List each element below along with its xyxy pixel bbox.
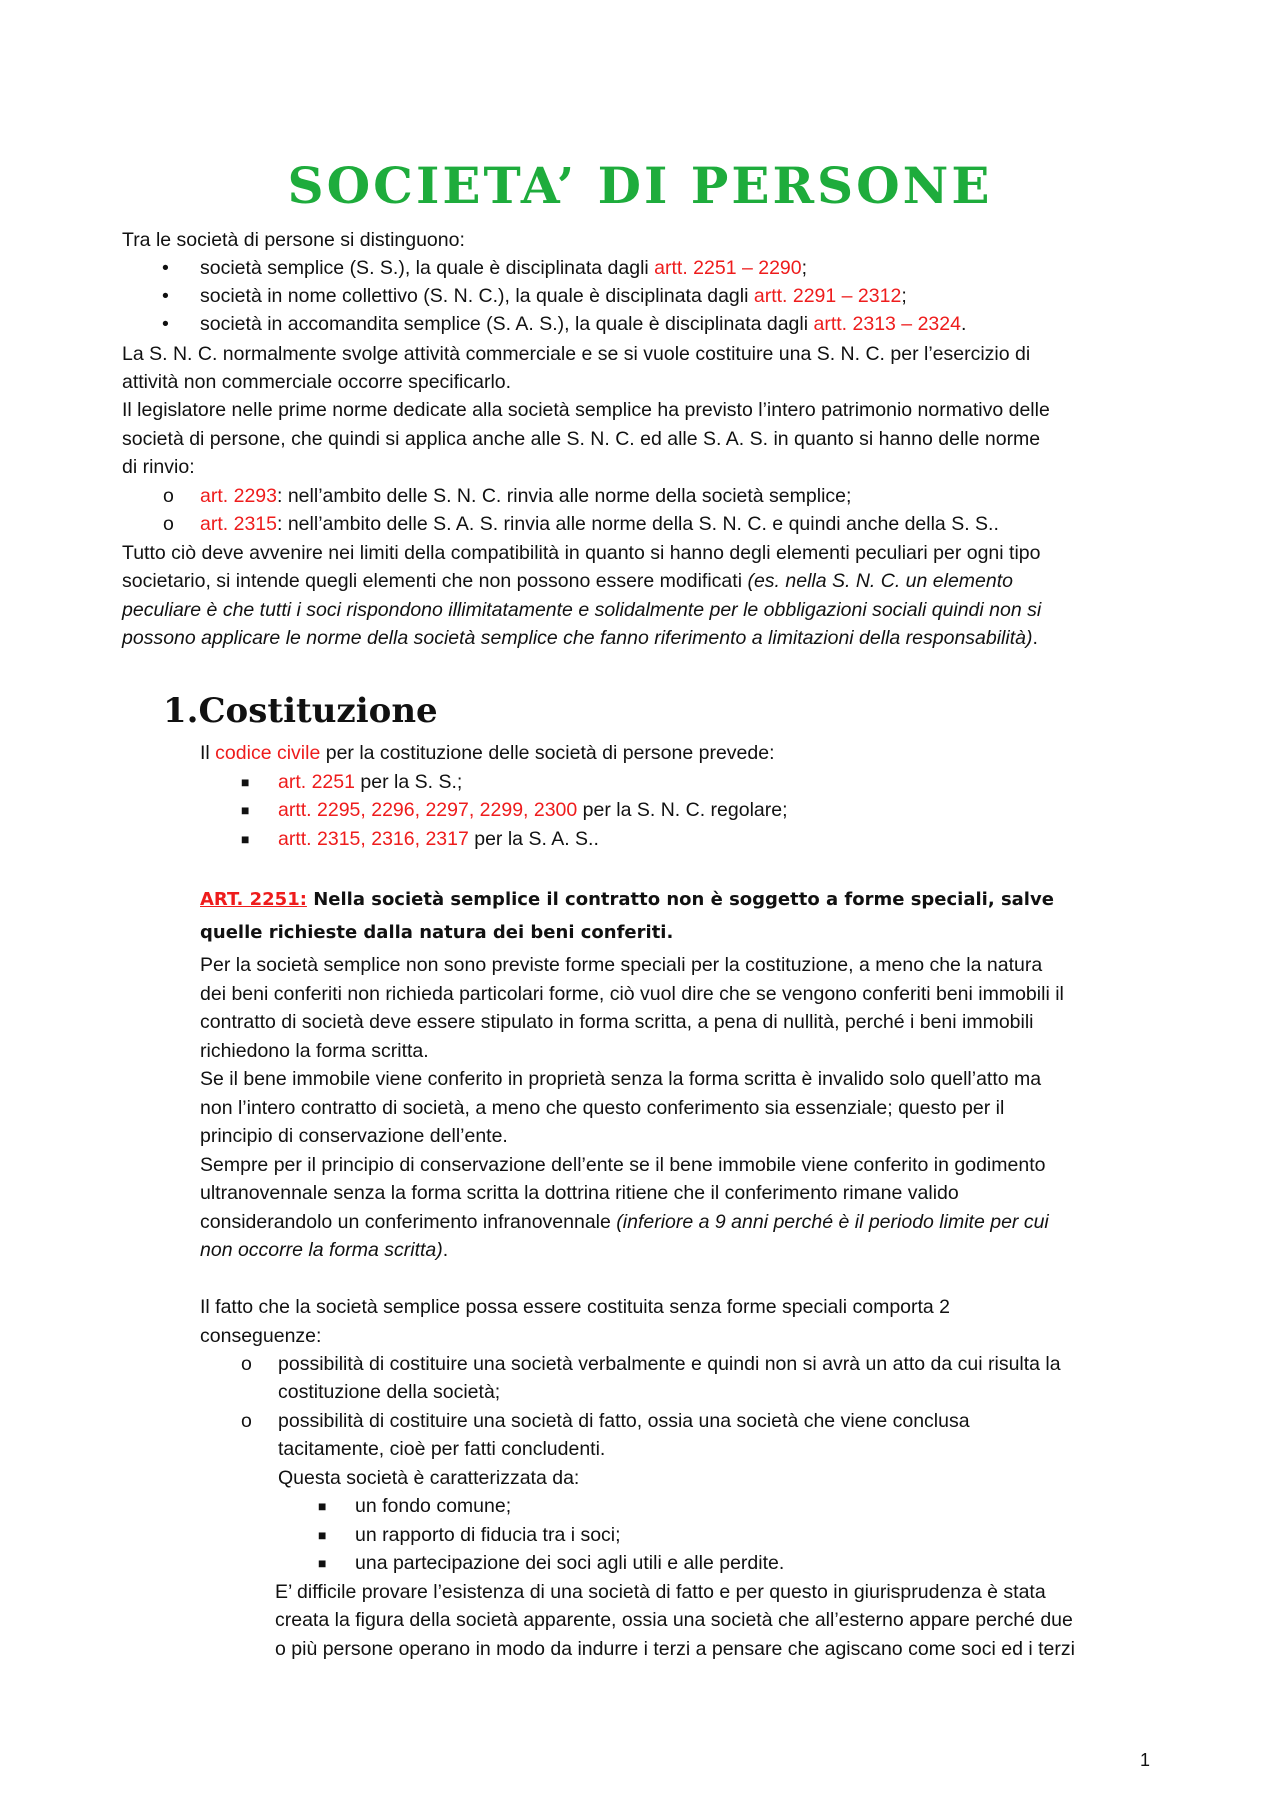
paragraph-line: o più persone operano in modo da indurre i terzi a pensare che agiscano come soci ed i terzi [275,1638,1075,1660]
paragraph-line: non l’intero contratto di società, a meno che questo conferimento sia essenziale; questo per il [200,1097,1005,1119]
paragraph-line: ultranovennale senza la forma scritta la dottrina ritiene che il conferimento rimane valido [200,1182,959,1204]
list-item: art. 2293: nell’ambito delle S. N. C. rinvia alle norme della società semplice; [200,485,852,507]
section-heading: 1.Costituzione [163,691,438,731]
paragraph-line: possono applicare le norme della società semplice che fanno riferimento a limitazioni della responsabilità). [122,627,1038,649]
article-reference: artt. 2291 – 2312 [753,285,902,307]
paragraph-line: attività non commerciale occorre specificarlo. [122,371,512,393]
bullet-square-icon: ■ [241,774,250,790]
paragraph-line: principio di conservazione dell’ente. [200,1125,508,1147]
list-item: un rapporto di fiducia tra i soci; [355,1524,621,1546]
bullet-square-icon: ■ [241,831,250,847]
paragraph-line: E’ difficile provare l’esistenza di una società di fatto e per questo in giurisprudenza è stata [275,1581,1046,1603]
paragraph-line: Sempre per il principio di conservazione dell’ente se il bene immobile viene conferito in godimento [200,1154,1046,1176]
paragraph-line: La S. N. C. normalmente svolge attività commerciale e se si vuole costituire una S. N. C. per l’esercizio di [122,343,1031,365]
bullet-dot-icon: • [162,257,169,279]
page-number: 1 [1140,1750,1151,1770]
article-reference: art. 2251 [278,771,355,793]
paragraph-line: considerandolo un conferimento infranovennale (inferiore a 9 anni perché è il periodo limite per cui [200,1211,1049,1233]
paragraph-line: Il fatto che la società semplice possa essere costituita senza forme speciali comporta 2 [200,1296,951,1318]
list-item: artt. 2295, 2296, 2297, 2299, 2300 per la S. N. C. regolare; [278,799,788,821]
list-item: artt. 2315, 2316, 2317 per la S. A. S.. [278,828,599,850]
list-item: art. 2251 per la S. S.; [278,771,463,793]
list-item: società in nome collettivo (S. N. C.), la quale è disciplinata dagli artt. 2291 – 2312; [200,285,907,307]
document-title: SOCIETA’ DI PERSONE [287,156,993,215]
list-item-continuation: Questa società è caratterizzata da: [278,1467,580,1489]
list-item-continuation: costituzione della società; [278,1381,501,1403]
article-reference: artt. 2315, 2316, 2317 [278,828,469,850]
article-reference: artt. 2251 – 2290 [654,257,802,279]
paragraph-line: Per la società semplice non sono previste forme speciali per la costituzione, a meno che la natura [200,954,1043,976]
paragraph-line: società di persone, che quindi si applica anche alle S. N. C. ed alle S. A. S. in quanto si hanno delle norme [122,428,1041,450]
list-item: possibilità di costituire una società verbalmente e quindi non si avrà un atto da cui risulta la [278,1353,1061,1375]
bullet-circle-icon: o [241,1410,252,1432]
bullet-circle-icon: o [163,485,174,507]
bullet-circle-icon: o [163,513,174,535]
bullet-square-icon: ■ [318,1527,327,1543]
article-reference: artt. 2295, 2296, 2297, 2299, 2300 [278,799,578,821]
paragraph-line: societario, si intende quegli elementi che non possono essere modificati (es. nella S. N. C. un elemento [122,570,1013,592]
list-item-continuation: tacitamente, cioè per fatti concludenti. [278,1438,606,1460]
bullet-circle-icon: o [241,1353,252,1375]
paragraph-line: Se il bene immobile viene conferito in proprietà senza la forma scritta è invalido solo quell’atto ma [200,1068,1042,1090]
paragraph-line: peculiare è che tutti i soci rispondono illimitatamente e solidalmente per le obbligazioni sociali quindi non si [122,599,1042,621]
article-quote-line: ART. 2251: Nella società semplice il contratto non è soggetto a forme speciali, salve [200,889,1054,910]
list-item: società in accomandita semplice (S. A. S.), la quale è disciplinata dagli artt. 2313 – 2324. [200,313,967,335]
bullet-square-icon: ■ [318,1498,327,1514]
list-item: un fondo comune; [355,1495,512,1517]
bullet-dot-icon: • [162,285,169,307]
article-quote-line: quelle richieste dalla natura dei beni conferiti. [200,922,674,943]
section-lead: Il codice civile per la costituzione delle società di persone prevede: [200,742,775,764]
list-item: art. 2315: nell’ambito delle S. A. S. rinvia alle norme della S. N. C. e quindi anche della S. S.. [200,513,999,535]
bullet-square-icon: ■ [318,1555,327,1571]
paragraph-line: Tutto ciò deve avvenire nei limiti della compatibilità in quanto si hanno degli elementi peculiari per ogni tipo [122,542,1041,564]
article-reference: art. 2293 [200,485,277,507]
list-item: società semplice (S. S.), la quale è disciplinata dagli artt. 2251 – 2290; [200,257,808,279]
article-reference: artt. 2313 – 2324 [813,313,961,335]
paragraph-line: Il legislatore nelle prime norme dedicate alla società semplice ha previsto l’intero patrimonio normativo delle [122,399,1050,421]
paragraph-line: conseguenze: [200,1325,322,1347]
paragraph-line: richiedono la forma scritta. [200,1040,429,1062]
bullet-dot-icon: • [162,313,169,335]
paragraph-line: di rinvio: [122,456,195,478]
paragraph-line: contratto di società deve essere stipulato in forma scritta, a pena di nullità, perché i beni immobili [200,1011,1034,1033]
list-item: possibilità di costituire una società di fatto, ossia una società che viene conclusa [278,1410,970,1432]
paragraph-line: creata la figura della società apparente, ossia una società che all’esterno appare perché due [275,1609,1073,1631]
paragraph-line: dei beni conferiti non richieda particolari forme, ciò vuol dire che se vengono conferiti beni immobili il [200,983,1064,1005]
article-reference: art. 2315 [200,513,277,535]
paragraph-line: non occorre la forma scritta). [200,1239,449,1261]
intro-lead: Tra le società di persone si distinguono: [122,229,465,251]
list-item: una partecipazione dei soci agli utili e alle perdite. [355,1552,785,1574]
code-reference: codice civile [215,742,321,764]
bullet-square-icon: ■ [241,802,250,818]
article-reference: ART. 2251: [200,889,307,910]
